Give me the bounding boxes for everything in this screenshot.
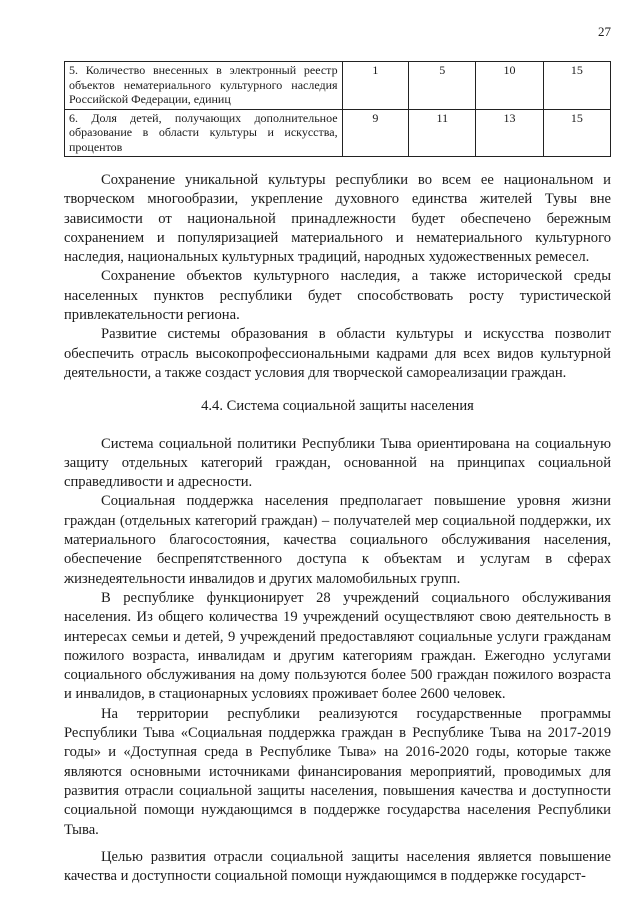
paragraph: Сохранение объектов культурного наследия, а также исторической среды населенных пунктов республики будет способствовать росту туристической привлекательности региона. (64, 268, 611, 324)
indicator-value: 15 (543, 62, 610, 110)
paragraph: На территории республики реализуются государственные программы Республики Тыва «Социальная поддержка граждан в Республике Тыва на 2017-2019 годы» и «Доступная среда в Республике Тыва» на 2016-2020 годы, которые также являются основными источниками финансирования мероприятий, проводимых для развития отрасли социальной защиты населения, повышения качества и доступности социальной помощи нуждающимся в поддержке государства населения Республики Тыва. (64, 705, 611, 838)
paragraph: Система социальной политики Республики Тыва ориентирована на социальную защиту отдельных категорий граждан, основанной на принципах социальной справедливости и адресности. (64, 435, 611, 491)
paragraph: Целью развития отрасли социальной защиты населения является повышение качества и доступности социальной помощи нуждающимся в поддержке государст- (64, 848, 611, 885)
paragraph: Социальная поддержка населения предполагает повышение уровня жизни граждан (отдельных категорий граждан) – получателей мер социальной поддержки, их материального благосостояния, качества социального обслуживания населения, обеспечение беспрепятственного доступа к объектам и услугам в сферах жизнедеятельности инвалидов и других маломобильных групп. (64, 493, 611, 587)
section-heading: 4.4. Система социальной защиты населения (201, 398, 474, 415)
indicator-value: 10 (476, 62, 543, 110)
indicator-value: 13 (476, 109, 543, 157)
paragraph: Развитие системы образования в области культуры и искусства позволит обеспечить отрасль высокопрофессиональными кадрами для всех видов культурной деятельности, а также создаст условия для творческой самореализации граждан. (64, 326, 611, 381)
indicator-value: 5 (409, 62, 476, 110)
indicator-name: 5. Количество внесенных в электронный реестр объектов нематериального культурного наследия Российской Федерации, единиц (65, 62, 343, 110)
document-body (64, 171, 611, 886)
indicator-value: 9 (342, 109, 409, 157)
page-number: 27 (598, 24, 611, 39)
indicator-value: 15 (543, 109, 610, 157)
paragraph: Сохранение уникальной культуры республики во всем ее национальном и творческом многообразии, укрепление духовного единства жителей Тувы вне зависимости от национальной принадлежности будет обеспечено бережным сохранением и популяризацией материального и нематериального культурного наследия, национальных культурных традиций, народных художественных ремесел. (64, 172, 611, 266)
indicator-value: 11 (409, 109, 476, 157)
indicators-table (64, 61, 611, 157)
indicator-name: 6. Доля детей, получающих дополнительное образование в области культуры и искусства, процентов (65, 109, 343, 157)
indicator-value: 1 (342, 62, 409, 110)
table-row (65, 62, 611, 110)
table-row (65, 109, 611, 157)
paragraph: В республике функционирует 28 учреждений социального обслуживания населения. Из общего количества 19 учреждений осуществляют свою деятельность в интересах семьи и детей, 9 учреждений предоставляют социальные услуги гражданам пожилого возраста, инвалидам и другим категориям граждан. Ежегодно услугами социального обслуживания на дому пользуются более 500 граждан пожилого возраста и инвалидов, в стационарных условиях проживает более 2600 человек. (64, 589, 611, 703)
